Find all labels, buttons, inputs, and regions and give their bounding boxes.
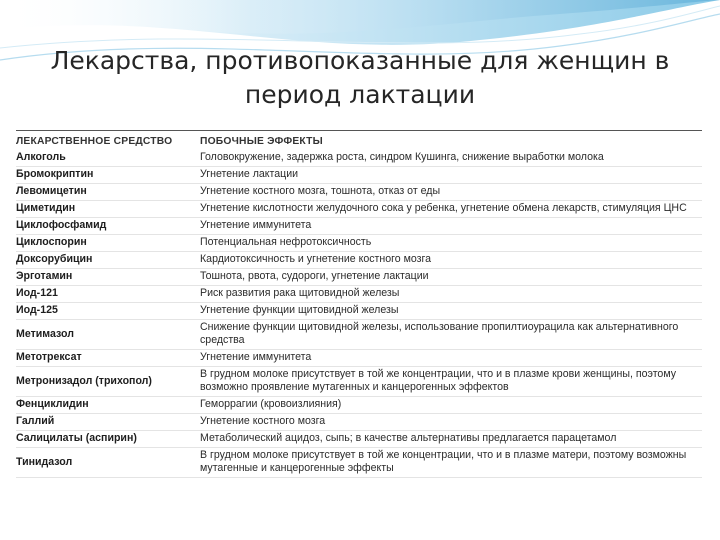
side-effect-cell: Угнетение костного мозга, тошнота, отказ от еды — [200, 184, 702, 201]
side-effect-cell: Угнетение костного мозга — [200, 414, 702, 431]
table-row — [16, 448, 702, 478]
table-row — [16, 286, 702, 303]
header-side-effects: ПОБОЧНЫЕ ЭФФЕКТЫ — [200, 135, 323, 147]
drug-name-cell: Левомицетин — [16, 184, 200, 201]
side-effect-cell: Угнетение иммунитета — [200, 350, 702, 367]
table-row — [16, 431, 702, 448]
drug-name-cell: Иод-125 — [16, 303, 200, 320]
table-row — [16, 201, 702, 218]
side-effect-cell: Снижение функции щитовидной железы, использование пропилтиоурацила как альтернативного средства — [200, 320, 702, 350]
side-effect-cell: Риск развития рака щитовидной железы — [200, 286, 702, 303]
table-row — [16, 367, 702, 397]
table-row — [16, 235, 702, 252]
table-row — [16, 303, 702, 320]
side-effect-cell: Головокружение, задержка роста, синдром Кушинга, снижение выработки молока — [200, 150, 702, 167]
drug-side-effects-table — [16, 132, 702, 478]
drug-table-container — [16, 130, 702, 478]
table-row — [16, 218, 702, 235]
drug-name-cell: Метронизадол (трихопол) — [16, 367, 200, 397]
drug-name-cell: Алкоголь — [16, 150, 200, 167]
table-body — [16, 150, 702, 478]
drug-name-cell: Циметидин — [16, 201, 200, 218]
drug-name-cell: Метотрексат — [16, 350, 200, 367]
drug-name-cell: Тинидазол — [16, 448, 200, 478]
side-effect-cell: Метаболический ацидоз, сыпь; в качестве альтернативы предлагается парацетамол — [200, 431, 702, 448]
side-effect-cell: Угнетение кислотности желудочного сока у ребенка, угнетение обмена лекарств, стимуляция ЦНС — [200, 201, 702, 218]
header-drug: ЛЕКАРСТВЕННОЕ СРЕДСТВО — [16, 135, 173, 147]
drug-name-cell: Иод-121 — [16, 286, 200, 303]
side-effect-cell: В грудном молоке присутствует в той же концентрации, что и в плазме крови женщины, поэтому возможно проявление мутагенных и канцерогенных эффектов — [200, 367, 702, 397]
side-effect-cell: Угнетение лактации — [200, 167, 702, 184]
table-row — [16, 184, 702, 201]
table-row — [16, 269, 702, 286]
drug-name-cell: Фенциклидин — [16, 397, 200, 414]
table-row — [16, 320, 702, 350]
table-row — [16, 150, 702, 167]
table-row — [16, 350, 702, 367]
side-effect-cell: Кардиотоксичность и угнетение костного мозга — [200, 252, 702, 269]
drug-name-cell: Салицилаты (аспирин) — [16, 431, 200, 448]
drug-name-cell: Циклоспорин — [16, 235, 200, 252]
slide-title: Лекарства, противопоказанные для женщин в период лактации — [50, 46, 670, 109]
table-row — [16, 252, 702, 269]
side-effect-cell: Угнетение иммунитета — [200, 218, 702, 235]
side-effect-cell: Угнетение функции щитовидной железы — [200, 303, 702, 320]
drug-name-cell: Циклофосфамид — [16, 218, 200, 235]
side-effect-cell: В грудном молоке присутствует в той же концентрации, что и в плазме матери, поэтому возможны мутагенные и канцерогенные эффекты — [200, 448, 702, 478]
drug-name-cell: Эрготамин — [16, 269, 200, 286]
side-effect-cell: Тошнота, рвота, судороги, угнетение лактации — [200, 269, 702, 286]
side-effect-cell: Потенциальная нефротоксичность — [200, 235, 702, 252]
drug-name-cell: Галлий — [16, 414, 200, 431]
drug-name-cell: Метимазол — [16, 320, 200, 350]
side-effect-cell: Геморрагии (кровоизлияния) — [200, 397, 702, 414]
table-header-row — [16, 132, 702, 150]
table-top-rule — [16, 130, 702, 131]
table-row — [16, 397, 702, 414]
table-row — [16, 414, 702, 431]
drug-name-cell: Бромокриптин — [16, 167, 200, 184]
table-row — [16, 167, 702, 184]
drug-name-cell: Доксорубицин — [16, 252, 200, 269]
